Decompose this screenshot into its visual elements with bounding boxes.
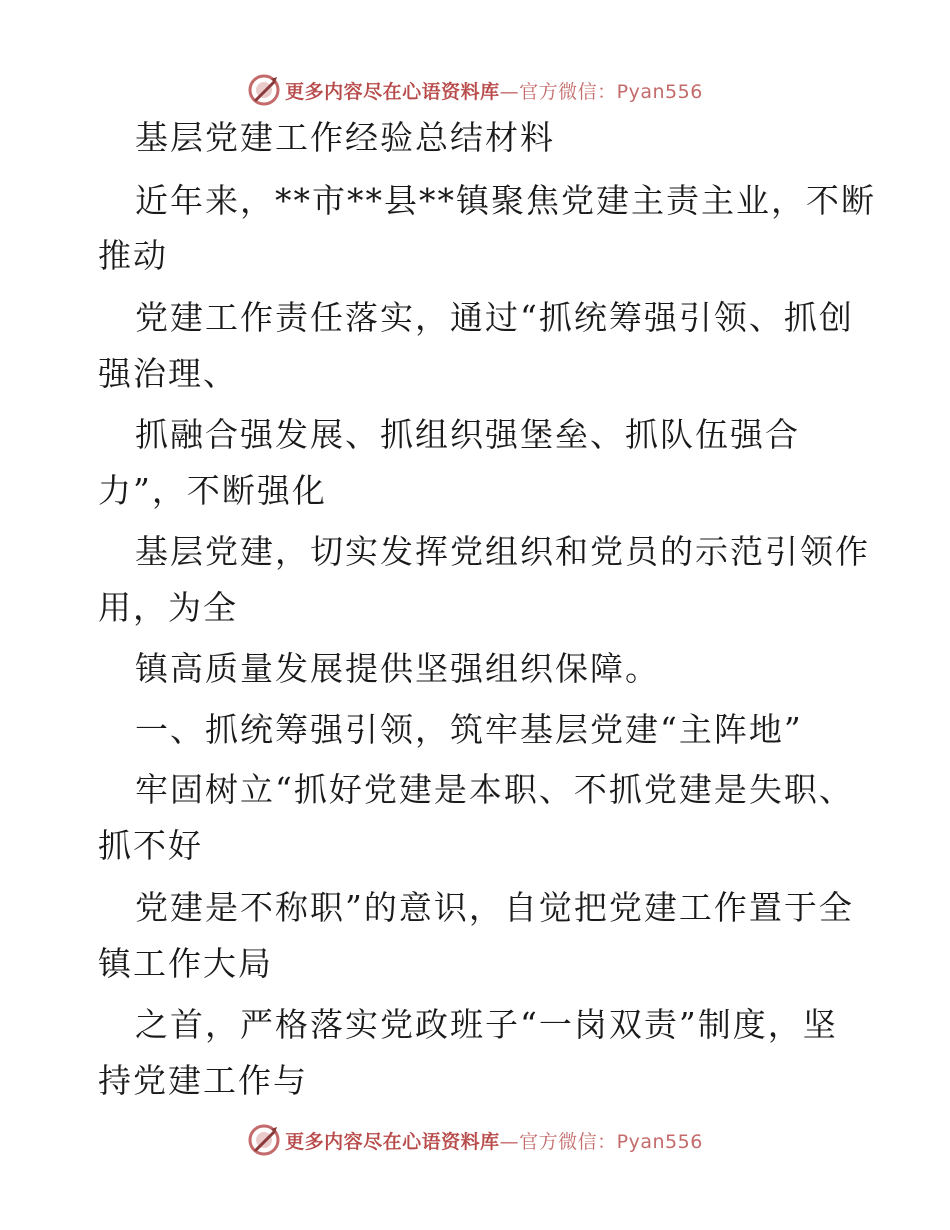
paragraph-line: 党建是不称职”的意识，自觉把党建工作置于全 (135, 888, 854, 927)
footer-watermark-banner (0, 1120, 950, 1160)
footer-dash: — (499, 1130, 520, 1153)
paragraph-line: 近年来，**市**县**镇聚焦党建主责主业，不断 (135, 181, 876, 220)
header-dash: — (499, 80, 520, 103)
paragraph-line: 党建工作责任落实，通过“抓统筹强引领、抓创 (135, 298, 854, 337)
footer-contact-text: 官方微信：Pyan556 (519, 1130, 703, 1153)
paragraph-line: 持党建工作与 (98, 1061, 308, 1100)
header-watermark-banner (0, 70, 950, 110)
paragraph-line: 用，为全 (98, 588, 238, 627)
paragraph-line: 推动 (98, 236, 168, 275)
document-title: 基层党建工作经验总结材料 (135, 118, 555, 157)
paragraph-line: 镇工作大局 (98, 944, 273, 983)
paragraph-line: 强治理、 (98, 354, 238, 393)
paragraph-line: 力”，不断强化 (98, 471, 327, 510)
paragraph-line: 之首，严格落实党政班子“一岗双责”制度，坚 (135, 1005, 838, 1044)
paragraph-line: 抓不好 (98, 826, 203, 865)
footer-site-text: 更多内容尽在心语资料库 (285, 1130, 500, 1153)
footer-watermark-text (285, 1127, 703, 1154)
header-contact-text: 官方微信：Pyan556 (519, 80, 703, 103)
header-watermark-text (285, 77, 703, 104)
paragraph-line: 基层党建，切实发挥党组织和党员的示范引领作 (135, 532, 870, 571)
paragraph-line: 牢固树立“抓好党建是本职、不抓党建是失职、 (135, 770, 854, 809)
seal-logo-icon (247, 73, 281, 107)
seal-logo-icon (247, 1123, 281, 1157)
header-site-text: 更多内容尽在心语资料库 (285, 80, 500, 103)
paragraph-line: 镇高质量发展提供坚强组织保障。 (135, 649, 660, 688)
section-heading: 一、抓统筹强引领，筑牢基层党建“主阵地” (135, 710, 803, 749)
paragraph-line: 抓融合强发展、抓组织强堡垒、抓队伍强合 (135, 415, 800, 454)
